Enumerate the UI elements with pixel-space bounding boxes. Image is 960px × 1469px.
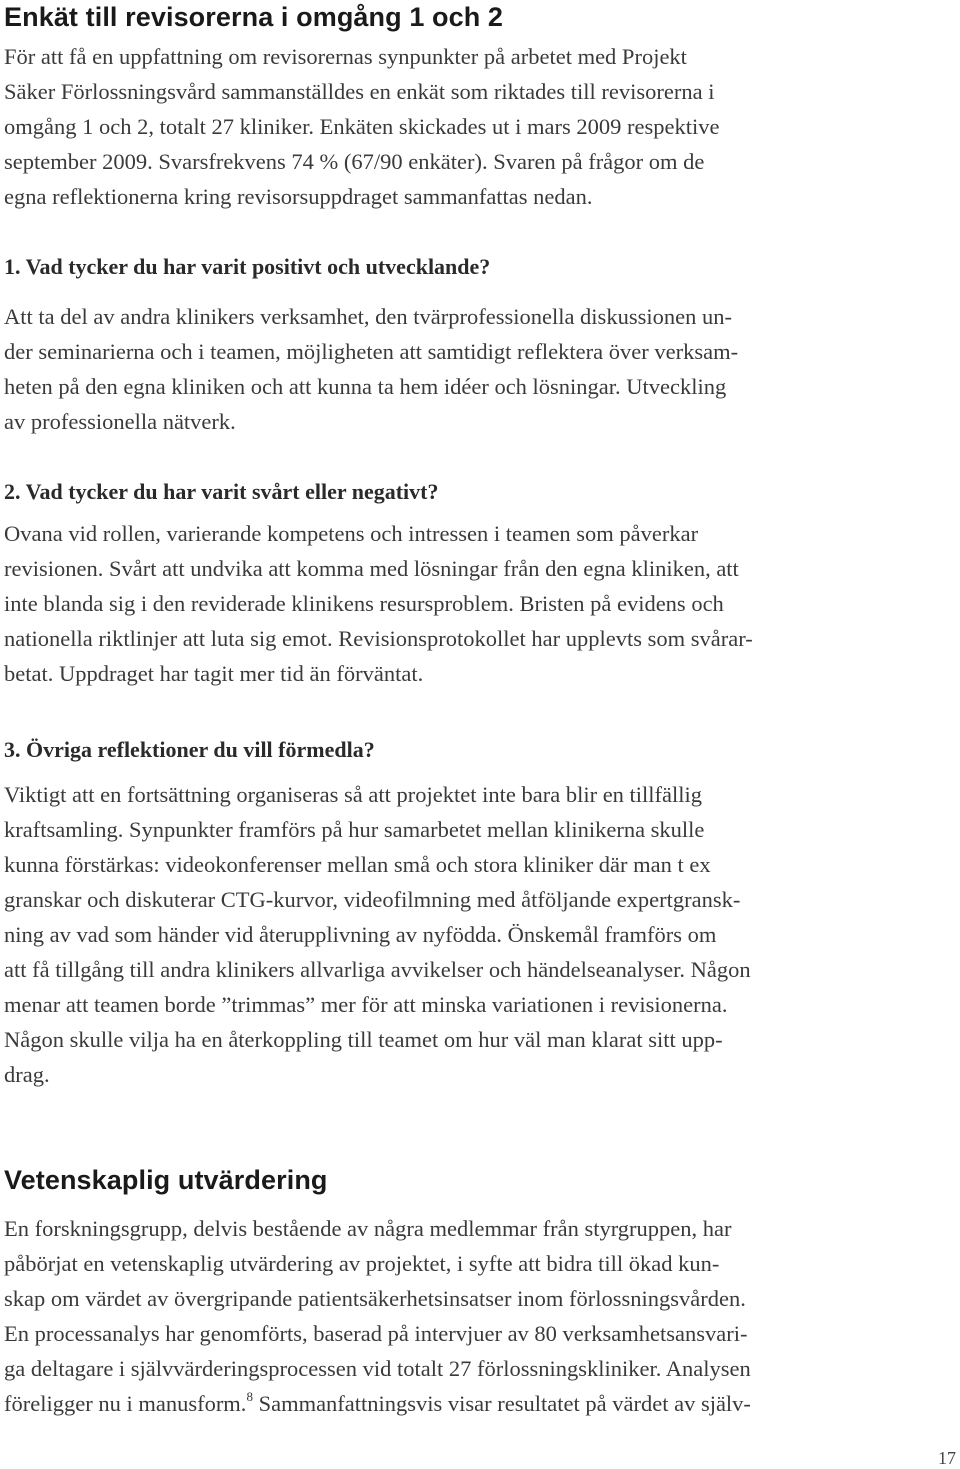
paragraph-line: menar att teamen borde ”trimmas” mer för att minska variationen i revisionerna. bbox=[4, 992, 728, 1017]
paragraph-line: revisionen. Svårt att undvika att komma med lösningar från den egna kliniken, att bbox=[4, 556, 739, 581]
paragraph-line: av professionella nätverk. bbox=[4, 409, 236, 434]
line-text: föreligger nu i manusform. bbox=[4, 1391, 247, 1416]
paragraph-line: egna reflektionerna kring revisorsuppdraget sammanfattas nedan. bbox=[4, 184, 593, 209]
paragraph-line: kunna förstärkas: videokonferenser mellan små och stora kliniker där man t ex bbox=[4, 852, 711, 877]
paragraph-line: der seminarierna och i teamen, möjligheten att samtidigt reflektera över verksam- bbox=[4, 339, 739, 364]
line-text: Sammanfattningsvis visar resultatet på värdet av själv- bbox=[252, 1391, 751, 1416]
paragraph-line: En forskningsgrupp, delvis bestående av några medlemmar från styrgruppen, har bbox=[4, 1216, 732, 1241]
paragraph-line: heten på den egna kliniken och att kunna ta hem idéer och lösningar. Utveckling bbox=[4, 374, 727, 399]
paragraph-line: inte blanda sig i den reviderade klinikens resursproblem. Bristen på evidens och bbox=[4, 591, 724, 616]
paragraph-line: En processanalys har genomförts, baserad på intervjuer av 80 verksamhetsansvari- bbox=[4, 1321, 748, 1346]
paragraph-line: granskar och diskuterar CTG-kurvor, videofilmning med åtföljande expertgransk- bbox=[4, 887, 741, 912]
paragraph-line: Säker Förlossningsvård sammanställdes en enkät som riktades till revisorerna i bbox=[4, 79, 715, 104]
paragraph-line: betat. Uppdraget har tagit mer tid än förväntat. bbox=[4, 661, 424, 686]
section-heading-survey: Enkät till revisorerna i omgång 1 och 2 bbox=[4, 2, 504, 32]
paragraph-line: kraftsamling. Synpunkter framförs på hur samarbetet mellan klinikerna skulle bbox=[4, 817, 705, 842]
paragraph-line: nationella riktlinjer att luta sig emot. Revisionsprotokollet har upplevts som svårar- bbox=[4, 626, 753, 651]
paragraph-line: Ovana vid rollen, varierande kompetens och intressen i teamen som påverkar bbox=[4, 521, 699, 546]
question-2-heading: 2. Vad tycker du har varit svårt eller negativt? bbox=[4, 479, 439, 504]
paragraph-line: Någon skulle vilja ha en återkoppling till teamet om hur väl man klarat sitt upp- bbox=[4, 1027, 723, 1052]
paragraph-line: Viktigt att en fortsättning organiseras så att projektet inte bara blir en tillfällig bbox=[4, 782, 703, 807]
paragraph-line: För att få en uppfattning om revisorernas synpunkter på arbetet med Projekt bbox=[4, 44, 687, 69]
paragraph-line: Att ta del av andra klinikers verksamhet, den tvärprofessionella diskussionen un- bbox=[4, 304, 732, 329]
paragraph-line bbox=[4, 1389, 751, 1416]
page-number: 17 bbox=[938, 1448, 956, 1468]
section-heading-scientific-evaluation: Vetenskaplig utvärdering bbox=[4, 1165, 328, 1195]
paragraph-line: ning av vad som händer vid återupplivning av nyfödda. Önskemål framförs om bbox=[4, 922, 717, 947]
paragraph-line: drag. bbox=[4, 1062, 50, 1087]
paragraph-line: att få tillgång till andra klinikers allvarliga avvikelser och händelseanalyser. Någon bbox=[4, 957, 751, 982]
question-1-heading: 1. Vad tycker du har varit positivt och utvecklande? bbox=[4, 254, 491, 279]
paragraph-line: påbörjat en vetenskaplig utvärdering av projektet, i syfte att bidra till ökad kun- bbox=[4, 1251, 720, 1276]
question-3-heading: 3. Övriga reflektioner du vill förmedla? bbox=[4, 737, 375, 762]
paragraph-line: omgång 1 och 2, totalt 27 kliniker. Enkäten skickades ut i mars 2009 respektive bbox=[4, 114, 720, 139]
paragraph-line: skap om värdet av övergripande patientsäkerhetsinsatser inom förlossningsvården. bbox=[4, 1286, 746, 1311]
paragraph-line: september 2009. Svarsfrekvens 74 % (67/90 enkäter). Svaren på frågor om de bbox=[4, 149, 705, 174]
footnote-reference[interactable]: 8 bbox=[246, 1389, 253, 1404]
paragraph-line: ga deltagare i självvärderingsprocessen vid totalt 27 förlossningskliniker. Analysen bbox=[4, 1356, 751, 1381]
